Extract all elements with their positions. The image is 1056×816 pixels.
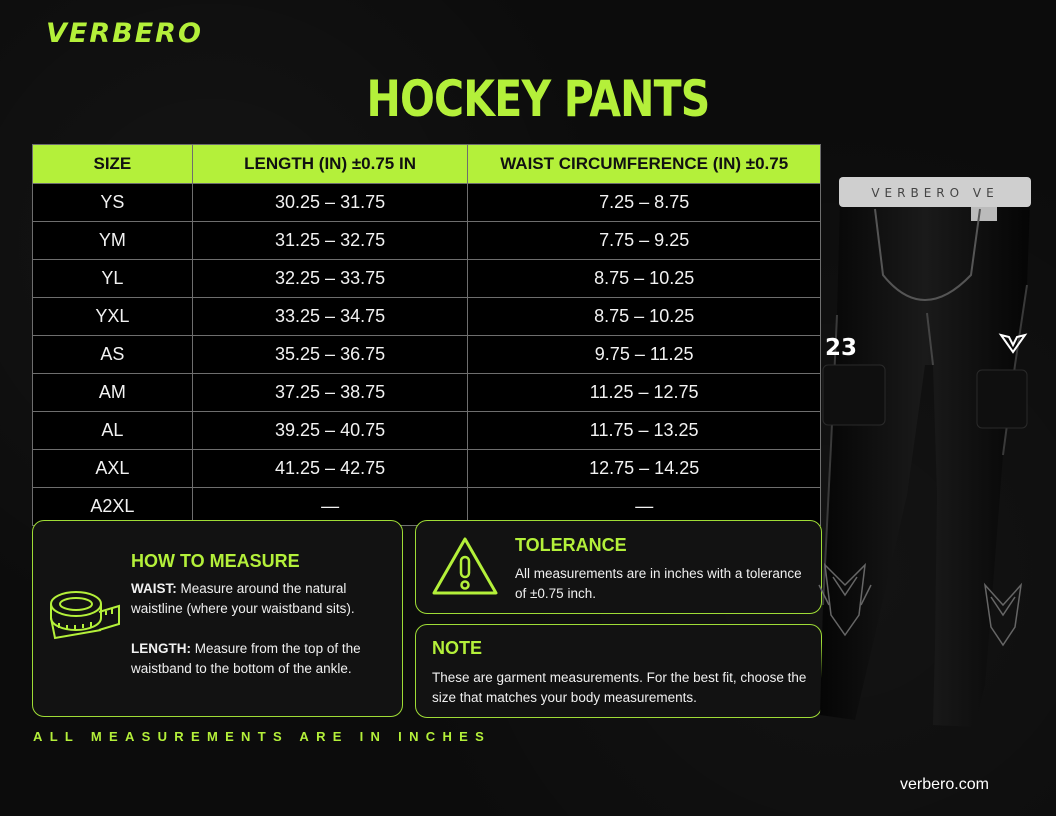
waist-label: WAIST: [131, 581, 177, 596]
note-title: NOTE [432, 638, 483, 658]
brand-logo: VERBERO [46, 18, 203, 49]
table-row [33, 298, 821, 336]
cell-size: YM [33, 222, 193, 260]
length-instruction [131, 639, 391, 679]
cell-waist: 11.25 – 12.75 [468, 374, 821, 412]
cell-size: AL [33, 412, 193, 450]
cell-size: A2XL [33, 488, 193, 526]
length-text: Measure from the top of the waistband to the bottom of the ankle. [131, 641, 361, 676]
tolerance-card [415, 520, 822, 614]
cell-length: 32.25 – 33.75 [192, 260, 468, 298]
table-row [33, 184, 821, 222]
how-to-measure-title: HOW TO MEASURE [131, 551, 300, 571]
note-text: These are garment measurements. For the best fit, choose the size that matches your body measurements. [432, 670, 807, 705]
note-card [415, 624, 822, 718]
measurement-footnote: ALL MEASUREMENTS ARE IN INCHES [33, 729, 492, 744]
tolerance-text: All measurements are in inches with a tolerance of ±0.75 inch. [515, 566, 802, 601]
cell-size: AXL [33, 450, 193, 488]
header-length: LENGTH (IN) ±0.75 IN [192, 145, 468, 184]
cell-waist: 7.25 – 8.75 [468, 184, 821, 222]
cell-length: 31.25 – 32.75 [192, 222, 468, 260]
cell-waist: — [468, 488, 821, 526]
table-body [33, 184, 821, 526]
table-row [33, 336, 821, 374]
cell-length: — [192, 488, 468, 526]
website-url: verbero.com [900, 776, 989, 793]
cell-size: YS [33, 184, 193, 222]
header-waist: WAIST CIRCUMFERENCE (IN) ±0.75 [468, 145, 821, 184]
cell-waist: 11.75 – 13.25 [468, 412, 821, 450]
cell-size: AS [33, 336, 193, 374]
cell-waist: 7.75 – 9.25 [468, 222, 821, 260]
waist-text: Measure around the natural waistline (where your waistband sits). [131, 581, 355, 616]
cell-length: 37.25 – 38.75 [192, 374, 468, 412]
hockey-pants-image [815, 165, 1045, 730]
header-size: SIZE [33, 145, 193, 184]
warning-icon [430, 533, 500, 599]
cell-size: AM [33, 374, 193, 412]
length-label: LENGTH: [131, 641, 191, 656]
cell-size: YXL [33, 298, 193, 336]
size-chart-table [32, 144, 821, 526]
cell-waist: 12.75 – 14.25 [468, 450, 821, 488]
how-to-measure-card [32, 520, 403, 717]
cell-length: 33.25 – 34.75 [192, 298, 468, 336]
cell-waist: 8.75 – 10.25 [468, 260, 821, 298]
table-row [33, 374, 821, 412]
cell-waist: 9.75 – 11.25 [468, 336, 821, 374]
cell-length: 41.25 – 42.75 [192, 450, 468, 488]
table-row [33, 412, 821, 450]
tolerance-title: TOLERANCE [515, 535, 627, 555]
cell-length: 35.25 – 36.75 [192, 336, 468, 374]
waistband-text: VERBERO VE [871, 186, 999, 200]
jersey-number: 23 [824, 335, 858, 361]
table-row [33, 450, 821, 488]
measuring-tape-icon [43, 576, 123, 656]
page-title: HOCKEY PANTS [366, 70, 710, 128]
cell-size: YL [33, 260, 193, 298]
table-header-row [33, 145, 821, 184]
table-row [33, 260, 821, 298]
cell-length: 30.25 – 31.75 [192, 184, 468, 222]
table-row [33, 222, 821, 260]
waist-instruction [131, 579, 391, 619]
cell-waist: 8.75 – 10.25 [468, 298, 821, 336]
cell-length: 39.25 – 40.75 [192, 412, 468, 450]
